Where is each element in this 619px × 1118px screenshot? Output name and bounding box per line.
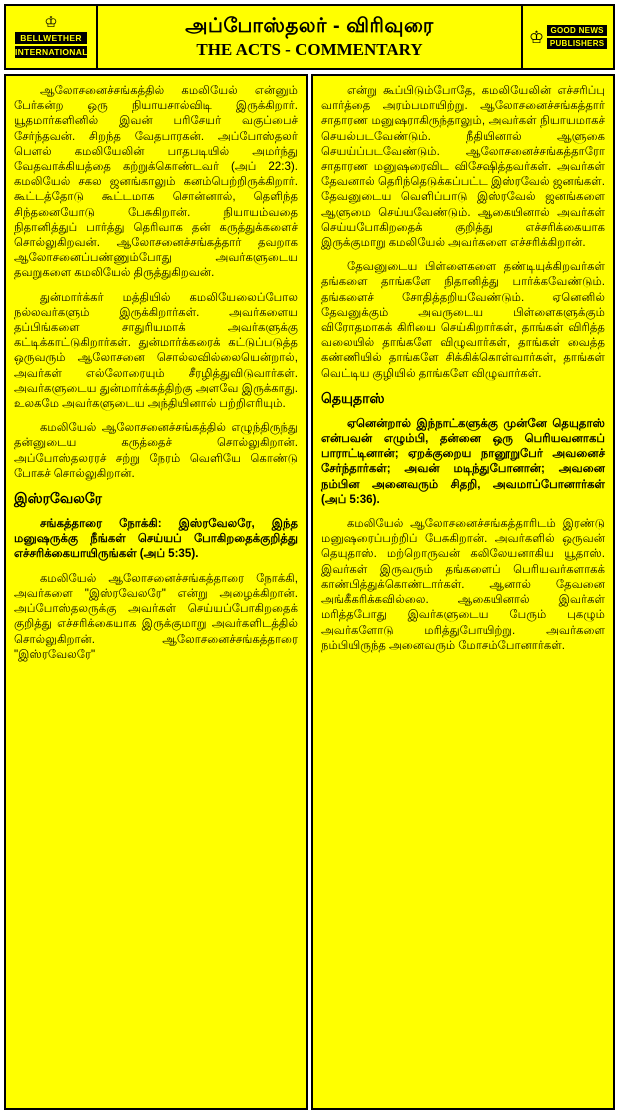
paragraph: ஆலோசனைச்சங்கத்தில் கமலியேல் என்னும் பேர்கன்ற ஒரு நியாயசால்விடி இருக்கிறார். யூதமார்களினில் இவன் பரிசேயர் வகுப்பைச் சேர்ந்தவன். சிறந்த வேதபாரகன். அப்போஸ்தலர் பௌல் கமலியேலின் பாதபடியில் அமர்ந்து வேதவாக்கியத்தை கற்றுக்கொண்டவர் (அப் 22:3). கமலியேல் சகல ஜனங்காலும் கனம்பெற்றிருக்கிறார். கூட்டத்தோடு கூட்டமாக சொன்னால், தெளிந்த சிந்தனையோடு பேசுகிறான். நியாயம்வதை நிதானித்துப் பார்த்து தெரிவாக தன் கருத்துக்களைச் சொல்லுகிறவன். ஆலோசனைச்சங்கத்தார் தவறாக ஆலோசனைப்பண்ணும்போது அவர்களுடைய தவறுகளை கமலியேல் திருத்துகிறவன். — [14, 84, 298, 280]
bellwether-logo-line2: INTERNATIONAL — [15, 47, 88, 57]
body-columns — [4, 74, 615, 1110]
page-title-english: THE ACTS - COMMENTARY — [196, 40, 423, 59]
bellwether-emblem-icon: ♔ — [44, 14, 58, 31]
left-column — [4, 74, 308, 1110]
scripture-quote: ஏனென்றால் இந்நாட்களுக்கு முன்னே தெயுதாஸ் என்பவன் எழும்பி, தன்னை ஒரு பெரியவனாகப் பாராட்டினான்; ஏறக்குறைய நானூறுபேர் அவனைச் சேர்ந்தார்கள்; அவன் மடிந்துபோனான்; அவனை நம்பின அனைவரும் சிதறி, அவமாப்போனார்கள் (அப் 5:36). — [321, 416, 605, 506]
section-heading-israelare: இஸ்ரவேலரே — [14, 490, 103, 507]
paragraph: துன்மார்க்கர் மத்தியில் கமலியேலைப்போல நல்லவர்களும் இருக்கிறார்கள். அவர்களைய தப்பிங்களை சாதுரியமாக் அவர்களுக்கு கட்டிக்காட்டுகிறார்கள். துன்மார்க்கரைக் கட்டுப்படுத்த ஒருவரும் ஆலோசனை சொல்லவில்லையென்றால், அவர்கள் எல்லோரையும் சீரழித்துவிடுவார்கள். அவர்களுடைய துன்மார்க்கத்திற்கு அளவே இருக்காது. உலகமே அவர்களுடைய அந்தியினால் பற்றிஎரியும். — [14, 290, 298, 411]
publisher-logo-bellwether — [6, 6, 98, 68]
goodnews-emblem-icon: ♔ — [528, 27, 545, 47]
paragraph: என்று கூப்பிடும்போதே, கமலியேலின் எச்சரிப்பு வார்த்தை அரம்பமாயிற்று. ஆலோசனைச்சங்கத்தார் சாதாரண மனுஷராகிருந்தாலும், அவர்கள் நியாயமாகச் செயல்படவேண்டும். நீதியினால் ஆளுகை செயய்ப்படவேண்டும். ஆலோசனைச்சங்கத்தாரோ சாதாரண மனுஷரைவிட விசேஷித்தவர்கள். அவர்கள் தேவனால் தெரிந்தெடுக்கப்பட்ட இஸ்ரவேல் ஜனங்கள். தேவனுடைய வெளிப்பாடு இஸ்ரவேல் ஜனங்களை ஆளுமை செய்யவேண்டும். ஆகையினால் அவர்கள் செய்யபோகிறதைக் குறித்து எச்சரிக்கையாக இருக்குமாறு கமலியேல் அவர்களை எச்சரிக்கிறான். — [321, 84, 605, 250]
section-heading-theudas: தெயுதாஸ் — [321, 389, 385, 406]
bellwether-logo-line1: BELLWETHER — [15, 32, 87, 44]
right-column — [311, 74, 615, 1110]
paragraph: கமலியேல் ஆலோசனைச்சங்கத்தாரிடம் இரண்டு மனுஷரைப்பற்றிப் பேசுகிறான். அவர்களில் ஒருவன் தெயுதாஸ். மற்றொருவன் கலிலேயனாகிய யூதாஸ். இவர்கள் இருவரும் தங்களைப் பெரியவர்களாகக் காண்பித்துக்கொண்டார்கள். ஆனால் தேவனை அங்கீகரிக்கவில்லை. ஆகையினால் இவர்கள் மரித்தபோது இவர்களுடைய பேரும் புகழும் அவர்களோடு மரித்துபோயிற்று. அவர்களை நம்பியிருந்த அனைவரும் மோசம்போனார்கள். — [321, 517, 605, 652]
paragraph: கமலியேல் ஆலோசனைச்சங்கத்தாரை நோக்கி, அவர்களை "இஸ்ரவேலரே" என்று அழைக்கிறான். அப்போஸ்தலருக்கு அவர்கள் செய்யப்போகிறதைக் குறித்து எச்சரிக்கையாக இருக்குமாறு அவர்களிடத்தில் சொல்லுகிறான். ஆலோசனைச்சங்கத்தாரை "இஸ்ரவேலரே" — [14, 571, 298, 661]
goodnews-logo-line1: GOOD NEWS — [547, 25, 607, 36]
scripture-quote: சங்கத்தாரை நோக்கி: இஸ்ரவேலரே, இந்த மனுஷருக்கு நீங்கள் செய்யப் போகிறதைக்குறித்து எச்சரிக்கையாயிருங்கள் (அப் 5:35). — [14, 517, 298, 561]
page-header — [4, 4, 615, 70]
goodnews-logo-row1 — [525, 24, 611, 50]
title-block — [98, 6, 521, 68]
goodnews-logo-stack — [547, 24, 607, 50]
paragraph: தேவனுடைய பிள்ளைகளை தண்டியுக்கிறவர்கள் தங்களை தாங்களே நிதானித்து பார்க்கவேண்டும். தங்களைச் சோதித்தறியவேண்டும். ஏனெனில் தேவனுக்கும் அவருடைய பிள்ளைகளுக்கும் விரோதமாகக் கிரியை செய்கிறார்கள், தாங்கள் விரித்த வலையில் தாங்களே விழுவார்கள், தாங்கள் வைத்த கண்ணியில் தாங்களே சிக்கிக்கொள்வார்கள், தாங்கள் வெட்டிய குழியில் தாங்களே விழுவார்கள். — [321, 260, 605, 380]
publisher-logo-goodnews — [521, 6, 613, 68]
paragraph: கமலியேல் ஆலோசனைச்சங்கத்தில் எழுந்திருந்து தன்னுடைய கருத்தைச் சொல்லுகிறான். அப்போஸ்தலரரச் சற்று நேரம் வெளியே கொண்டு போகச் சொல்லுகிறான். — [14, 421, 298, 480]
goodnews-logo-line2: PUBLISHERS — [547, 38, 607, 49]
page-title-tamil: அப்போஸ்தலர் - விரிவுரை — [185, 15, 434, 37]
